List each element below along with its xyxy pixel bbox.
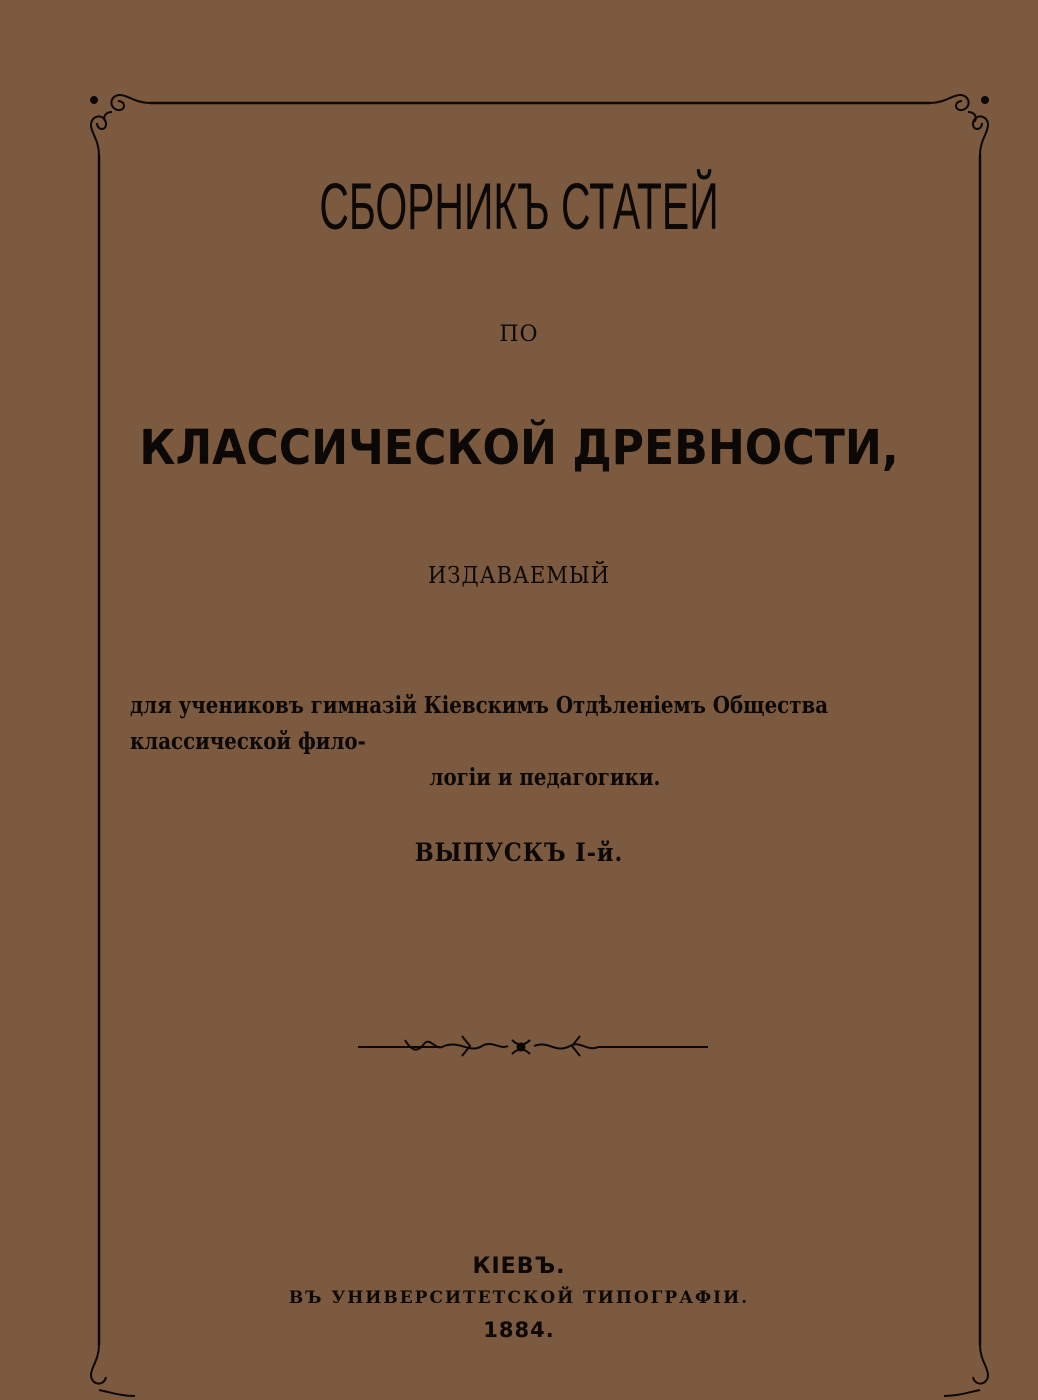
book-title: СБОРНИКЪ СТАТЕЙ xyxy=(319,169,719,243)
imprint-year: 1884. xyxy=(483,1318,555,1342)
corner-flourish-bottom-left xyxy=(91,1345,135,1396)
corner-flourish-top-right xyxy=(930,95,988,155)
publication-description xyxy=(130,688,844,796)
issued-by-label: ИЗДАВАЕМЫЙ xyxy=(427,563,611,589)
description-line-1: для учениковъ гимназій Кіевскимъ Отдѣленіемъ Общества классической фило- xyxy=(130,692,829,755)
book-subject: КЛАССИЧЕСКОЙ ДРЕВНОСТИ, xyxy=(139,420,899,476)
corner-flourish-bottom-right xyxy=(944,1345,988,1396)
title-preposition: ПО xyxy=(499,322,539,347)
description-line-2: логіи и педагогики. xyxy=(429,764,661,791)
imprint-city: КІЕВЪ. xyxy=(472,1254,566,1279)
ornamental-divider xyxy=(358,1036,708,1056)
corner-flourish-top-left xyxy=(91,95,150,155)
imprint-printer: ВЪ УНИВЕРСИТЕТСКОЙ ТИПОГРАФІИ. xyxy=(288,1288,750,1308)
issue-number: ВЫПУСКЪ I-й. xyxy=(414,838,624,867)
